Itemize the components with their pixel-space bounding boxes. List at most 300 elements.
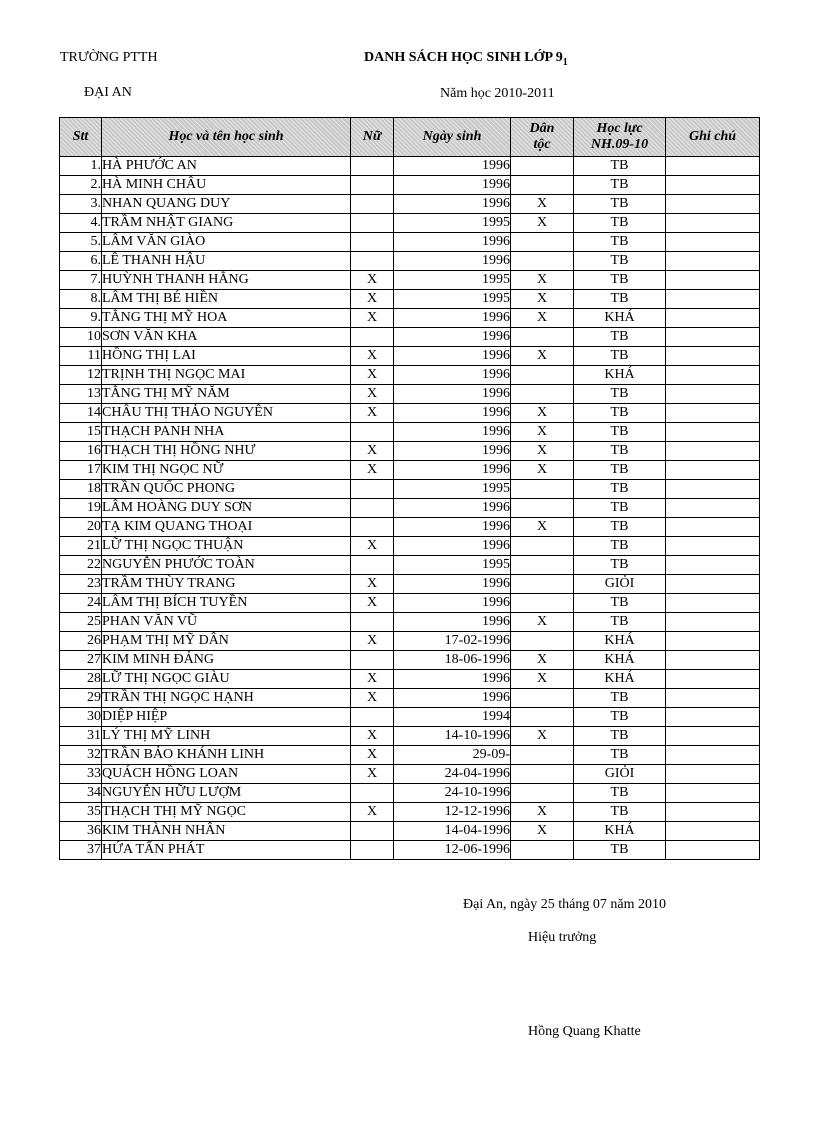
- table-row: [60, 499, 760, 518]
- cell-note: [666, 499, 760, 518]
- cell-student-name: LÂM THỊ BÉ HIỀN: [102, 290, 351, 309]
- cell-ethnic: X: [511, 822, 574, 841]
- cell-birth-date: 1996: [394, 670, 511, 689]
- document-title: [364, 50, 568, 68]
- cell-note: [666, 518, 760, 537]
- cell-academic-level: TB: [574, 556, 666, 575]
- table-row: [60, 689, 760, 708]
- school-name-line1: TRƯỜNG PTTH: [60, 50, 158, 65]
- cell-student-name: NHAN QUANG DUY: [102, 195, 351, 214]
- cell-academic-level: TB: [574, 499, 666, 518]
- cell-stt: 11: [60, 347, 102, 366]
- cell-student-name: NGUYỄN PHƯỚC TOÀN: [102, 556, 351, 575]
- cell-female: [351, 195, 394, 214]
- cell-student-name: TẰNG THỊ MỸ HOA: [102, 309, 351, 328]
- col-header-dantoc-line2: tộc: [533, 137, 551, 152]
- cell-ethnic: [511, 499, 574, 518]
- table-header-row: [60, 118, 760, 157]
- cell-female: X: [351, 575, 394, 594]
- cell-stt: 21: [60, 537, 102, 556]
- cell-academic-level: TB: [574, 784, 666, 803]
- cell-note: [666, 632, 760, 651]
- cell-ethnic: [511, 575, 574, 594]
- cell-stt: 16: [60, 442, 102, 461]
- cell-academic-level: GIỎI: [574, 575, 666, 594]
- school-year: Năm học 2010-2011: [440, 86, 555, 101]
- table-row: [60, 632, 760, 651]
- table-row: [60, 651, 760, 670]
- cell-birth-date: 14-04-1996: [394, 822, 511, 841]
- cell-stt: 19: [60, 499, 102, 518]
- cell-note: [666, 670, 760, 689]
- cell-birth-date: 1996: [394, 423, 511, 442]
- cell-female: X: [351, 404, 394, 423]
- cell-ethnic: [511, 841, 574, 860]
- table-row: [60, 670, 760, 689]
- cell-stt: 36: [60, 822, 102, 841]
- cell-student-name: LÂM HOÀNG DUY SƠN: [102, 499, 351, 518]
- cell-ethnic: X: [511, 670, 574, 689]
- cell-female: [351, 214, 394, 233]
- cell-female: X: [351, 309, 394, 328]
- cell-stt: 29: [60, 689, 102, 708]
- cell-student-name: HỨA TẤN PHÁT: [102, 841, 351, 860]
- cell-female: [351, 499, 394, 518]
- cell-academic-level: TB: [574, 594, 666, 613]
- cell-ethnic: X: [511, 461, 574, 480]
- cell-ethnic: X: [511, 309, 574, 328]
- cell-note: [666, 784, 760, 803]
- cell-birth-date: 1996: [394, 252, 511, 271]
- table-row: [60, 746, 760, 765]
- table-body: [60, 157, 760, 860]
- table-row: [60, 765, 760, 784]
- cell-note: [666, 442, 760, 461]
- table-row: [60, 708, 760, 727]
- cell-female: X: [351, 689, 394, 708]
- cell-academic-level: TB: [574, 480, 666, 499]
- cell-ethnic: [511, 746, 574, 765]
- col-header-stt: Stt: [60, 118, 102, 157]
- cell-student-name: LÝ THỊ MỸ LINH: [102, 727, 351, 746]
- cell-academic-level: TB: [574, 347, 666, 366]
- cell-student-name: TRẦN THỊ NGỌC HẠNH: [102, 689, 351, 708]
- cell-academic-level: KHÁ: [574, 651, 666, 670]
- cell-birth-date: 1996: [394, 309, 511, 328]
- cell-birth-date: 1996: [394, 537, 511, 556]
- table-row: [60, 727, 760, 746]
- cell-note: [666, 727, 760, 746]
- cell-academic-level: TB: [574, 195, 666, 214]
- cell-ethnic: [511, 233, 574, 252]
- cell-ethnic: [511, 157, 574, 176]
- cell-female: [351, 841, 394, 860]
- cell-female: X: [351, 366, 394, 385]
- cell-birth-date: 14-10-1996: [394, 727, 511, 746]
- col-header-hocluc-line1: Học lực: [596, 121, 643, 136]
- cell-student-name: HÀ MINH CHÂU: [102, 176, 351, 195]
- cell-female: [351, 176, 394, 195]
- cell-birth-date: 1996: [394, 499, 511, 518]
- cell-note: [666, 822, 760, 841]
- table-row: [60, 385, 760, 404]
- cell-note: [666, 233, 760, 252]
- cell-academic-level: TB: [574, 271, 666, 290]
- cell-academic-level: GIỎI: [574, 765, 666, 784]
- cell-ethnic: X: [511, 442, 574, 461]
- cell-female: [351, 252, 394, 271]
- table-row: [60, 252, 760, 271]
- cell-birth-date: 24-10-1996: [394, 784, 511, 803]
- table-row: [60, 442, 760, 461]
- cell-note: [666, 423, 760, 442]
- cell-female: X: [351, 765, 394, 784]
- cell-stt: 2.: [60, 176, 102, 195]
- cell-student-name: THẠCH THỊ HỒNG NHƯ: [102, 442, 351, 461]
- cell-student-name: PHẠM THỊ MỸ DÂN: [102, 632, 351, 651]
- cell-academic-level: TB: [574, 518, 666, 537]
- cell-female: X: [351, 746, 394, 765]
- cell-stt: 30: [60, 708, 102, 727]
- cell-student-name: LÂM THỊ BÍCH TUYỀN: [102, 594, 351, 613]
- cell-ethnic: X: [511, 423, 574, 442]
- cell-female: [351, 328, 394, 347]
- col-header-hocluc-line2: NH.09-10: [590, 137, 649, 152]
- cell-birth-date: 1995: [394, 480, 511, 499]
- cell-note: [666, 290, 760, 309]
- cell-birth-date: 1996: [394, 176, 511, 195]
- cell-student-name: NGUYỄN HỮU LƯỢM: [102, 784, 351, 803]
- cell-student-name: LÂM VĂN GIÀO: [102, 233, 351, 252]
- cell-academic-level: TB: [574, 252, 666, 271]
- cell-stt: 28: [60, 670, 102, 689]
- cell-academic-level: TB: [574, 214, 666, 233]
- cell-academic-level: TB: [574, 157, 666, 176]
- cell-birth-date: 1996: [394, 385, 511, 404]
- cell-female: X: [351, 290, 394, 309]
- cell-ethnic: X: [511, 290, 574, 309]
- cell-academic-level: TB: [574, 613, 666, 632]
- cell-birth-date: 1995: [394, 271, 511, 290]
- table-row: [60, 575, 760, 594]
- cell-academic-level: KHÁ: [574, 366, 666, 385]
- table-row: [60, 309, 760, 328]
- cell-female: X: [351, 461, 394, 480]
- cell-academic-level: TB: [574, 841, 666, 860]
- cell-stt: 10: [60, 328, 102, 347]
- cell-female: [351, 651, 394, 670]
- cell-birth-date: 1996: [394, 461, 511, 480]
- table-row: [60, 784, 760, 803]
- cell-stt: 5.: [60, 233, 102, 252]
- cell-academic-level: KHÁ: [574, 632, 666, 651]
- cell-student-name: HUỲNH THANH HẰNG: [102, 271, 351, 290]
- col-header-dob: Ngày sinh: [394, 118, 511, 157]
- table-row: [60, 518, 760, 537]
- cell-birth-date: 1996: [394, 613, 511, 632]
- cell-female: [351, 822, 394, 841]
- cell-female: [351, 784, 394, 803]
- table-row: [60, 556, 760, 575]
- cell-student-name: KIM THỊ NGỌC NỮ: [102, 461, 351, 480]
- cell-student-name: THẠCH PANH NHA: [102, 423, 351, 442]
- cell-note: [666, 841, 760, 860]
- cell-ethnic: X: [511, 518, 574, 537]
- cell-female: [351, 233, 394, 252]
- cell-student-name: TRẦM THÙY TRANG: [102, 575, 351, 594]
- class-number-subscript: 1: [562, 56, 568, 68]
- cell-academic-level: TB: [574, 442, 666, 461]
- cell-ethnic: X: [511, 271, 574, 290]
- cell-birth-date: 1996: [394, 366, 511, 385]
- cell-stt: 14: [60, 404, 102, 423]
- cell-note: [666, 328, 760, 347]
- table-row: [60, 328, 760, 347]
- cell-academic-level: TB: [574, 385, 666, 404]
- cell-stt: 24: [60, 594, 102, 613]
- table-row: [60, 613, 760, 632]
- cell-ethnic: X: [511, 803, 574, 822]
- cell-female: X: [351, 670, 394, 689]
- cell-birth-date: 1995: [394, 290, 511, 309]
- cell-stt: 13: [60, 385, 102, 404]
- cell-note: [666, 157, 760, 176]
- cell-note: [666, 613, 760, 632]
- cell-student-name: LÊ THANH HẬU: [102, 252, 351, 271]
- cell-ethnic: [511, 708, 574, 727]
- cell-female: X: [351, 347, 394, 366]
- cell-birth-date: 1996: [394, 157, 511, 176]
- table-row: [60, 461, 760, 480]
- cell-note: [666, 195, 760, 214]
- table-row: [60, 404, 760, 423]
- cell-note: [666, 214, 760, 233]
- table-row: [60, 803, 760, 822]
- cell-ethnic: [511, 765, 574, 784]
- cell-academic-level: TB: [574, 176, 666, 195]
- cell-academic-level: TB: [574, 328, 666, 347]
- cell-stt: 8.: [60, 290, 102, 309]
- col-header-nu: Nữ: [351, 118, 394, 157]
- cell-birth-date: 1996: [394, 594, 511, 613]
- cell-stt: 3.: [60, 195, 102, 214]
- cell-ethnic: X: [511, 613, 574, 632]
- cell-ethnic: [511, 689, 574, 708]
- cell-ethnic: X: [511, 214, 574, 233]
- cell-female: X: [351, 594, 394, 613]
- cell-student-name: QUÁCH HỒNG LOAN: [102, 765, 351, 784]
- cell-note: [666, 689, 760, 708]
- cell-stt: 17: [60, 461, 102, 480]
- table-row: [60, 271, 760, 290]
- cell-stt: 22: [60, 556, 102, 575]
- cell-student-name: KIM THÀNH NHÂN: [102, 822, 351, 841]
- cell-ethnic: X: [511, 727, 574, 746]
- cell-student-name: LỮ THỊ NGỌC THUẬN: [102, 537, 351, 556]
- cell-academic-level: KHÁ: [574, 822, 666, 841]
- cell-stt: 31: [60, 727, 102, 746]
- cell-student-name: DIỆP HIỆP: [102, 708, 351, 727]
- student-roster-table: [59, 117, 760, 860]
- cell-birth-date: 1995: [394, 556, 511, 575]
- cell-birth-date: 12-12-1996: [394, 803, 511, 822]
- col-header-name: Học và tên học sinh: [102, 118, 351, 157]
- table-row: [60, 594, 760, 613]
- signature-place-date: Đại An, ngày 25 tháng 07 năm 2010: [463, 897, 666, 912]
- cell-stt: 20: [60, 518, 102, 537]
- cell-birth-date: 1996: [394, 195, 511, 214]
- cell-note: [666, 366, 760, 385]
- cell-female: X: [351, 803, 394, 822]
- cell-stt: 1.: [60, 157, 102, 176]
- col-header-dantoc-line1: Dân: [529, 121, 555, 136]
- cell-student-name: TẰNG THỊ MỸ NĂM: [102, 385, 351, 404]
- cell-birth-date: 1996: [394, 442, 511, 461]
- cell-stt: 35: [60, 803, 102, 822]
- cell-female: X: [351, 727, 394, 746]
- cell-birth-date: 18-06-1996: [394, 651, 511, 670]
- cell-stt: 26: [60, 632, 102, 651]
- cell-birth-date: 1996: [394, 233, 511, 252]
- cell-note: [666, 537, 760, 556]
- cell-student-name: SƠN VĂN KHA: [102, 328, 351, 347]
- cell-note: [666, 309, 760, 328]
- cell-student-name: TRẦN BẢO KHÁNH LINH: [102, 746, 351, 765]
- cell-academic-level: TB: [574, 803, 666, 822]
- cell-ethnic: [511, 556, 574, 575]
- table-row: [60, 841, 760, 860]
- cell-birth-date: 1995: [394, 214, 511, 233]
- cell-ethnic: X: [511, 404, 574, 423]
- cell-note: [666, 765, 760, 784]
- cell-ethnic: X: [511, 347, 574, 366]
- cell-student-name: LỮ THỊ NGỌC GIÀU: [102, 670, 351, 689]
- cell-student-name: HÀ PHƯỚC AN: [102, 157, 351, 176]
- cell-student-name: THẠCH THỊ MỸ NGỌC: [102, 803, 351, 822]
- cell-academic-level: TB: [574, 233, 666, 252]
- cell-stt: 33: [60, 765, 102, 784]
- cell-academic-level: TB: [574, 537, 666, 556]
- cell-stt: 25: [60, 613, 102, 632]
- cell-note: [666, 176, 760, 195]
- table-row: [60, 537, 760, 556]
- cell-female: [351, 556, 394, 575]
- cell-female: X: [351, 632, 394, 651]
- cell-academic-level: TB: [574, 746, 666, 765]
- cell-birth-date: 1996: [394, 347, 511, 366]
- cell-stt: 7.: [60, 271, 102, 290]
- cell-student-name: TRẦN QUỐC PHONG: [102, 480, 351, 499]
- cell-note: [666, 575, 760, 594]
- table-row: [60, 347, 760, 366]
- cell-stt: 18: [60, 480, 102, 499]
- cell-ethnic: [511, 176, 574, 195]
- cell-academic-level: TB: [574, 404, 666, 423]
- cell-birth-date: 1996: [394, 689, 511, 708]
- cell-ethnic: [511, 328, 574, 347]
- cell-note: [666, 252, 760, 271]
- cell-ethnic: [511, 366, 574, 385]
- cell-note: [666, 347, 760, 366]
- cell-student-name: TRỊNH THỊ NGỌC MAI: [102, 366, 351, 385]
- col-header-ghichu: Ghi chú: [666, 118, 760, 157]
- table-row: [60, 290, 760, 309]
- table-row: [60, 176, 760, 195]
- cell-note: [666, 803, 760, 822]
- cell-stt: 32: [60, 746, 102, 765]
- cell-birth-date: 29-09-: [394, 746, 511, 765]
- cell-academic-level: KHÁ: [574, 309, 666, 328]
- cell-student-name: PHAN VĂN VŨ: [102, 613, 351, 632]
- cell-note: [666, 708, 760, 727]
- cell-ethnic: [511, 252, 574, 271]
- signer-name: Hồng Quang Khatte: [528, 1024, 641, 1039]
- cell-note: [666, 480, 760, 499]
- cell-academic-level: TB: [574, 708, 666, 727]
- table-row: [60, 366, 760, 385]
- col-header-dantoc: [511, 118, 574, 157]
- cell-female: [351, 708, 394, 727]
- cell-stt: 12: [60, 366, 102, 385]
- cell-birth-date: 1994: [394, 708, 511, 727]
- col-header-hocluc: [574, 118, 666, 157]
- cell-student-name: TẠ KIM QUANG THOẠI: [102, 518, 351, 537]
- table-row: [60, 214, 760, 233]
- cell-stt: 23: [60, 575, 102, 594]
- table-row: [60, 423, 760, 442]
- cell-stt: 4.: [60, 214, 102, 233]
- school-name-line2: ĐẠI AN: [84, 85, 132, 100]
- cell-female: X: [351, 271, 394, 290]
- cell-student-name: HỒNG THỊ LAI: [102, 347, 351, 366]
- table-row: [60, 822, 760, 841]
- cell-note: [666, 594, 760, 613]
- cell-birth-date: 1996: [394, 518, 511, 537]
- cell-note: [666, 746, 760, 765]
- table-row: [60, 233, 760, 252]
- cell-note: [666, 556, 760, 575]
- cell-female: X: [351, 385, 394, 404]
- cell-academic-level: TB: [574, 290, 666, 309]
- cell-ethnic: X: [511, 195, 574, 214]
- cell-female: X: [351, 537, 394, 556]
- cell-student-name: CHÂU THỊ THẢO NGUYÊN: [102, 404, 351, 423]
- cell-stt: 34: [60, 784, 102, 803]
- cell-female: [351, 157, 394, 176]
- cell-ethnic: [511, 537, 574, 556]
- cell-birth-date: 17-02-1996: [394, 632, 511, 651]
- cell-ethnic: X: [511, 651, 574, 670]
- cell-female: [351, 613, 394, 632]
- cell-academic-level: TB: [574, 423, 666, 442]
- cell-note: [666, 271, 760, 290]
- table-row: [60, 195, 760, 214]
- cell-academic-level: TB: [574, 727, 666, 746]
- cell-academic-level: TB: [574, 689, 666, 708]
- cell-note: [666, 651, 760, 670]
- cell-student-name: TRẦM NHẬT GIANG: [102, 214, 351, 233]
- cell-female: [351, 423, 394, 442]
- cell-ethnic: [511, 632, 574, 651]
- cell-birth-date: 12-06-1996: [394, 841, 511, 860]
- cell-ethnic: [511, 385, 574, 404]
- cell-academic-level: KHÁ: [574, 670, 666, 689]
- cell-ethnic: [511, 594, 574, 613]
- cell-note: [666, 404, 760, 423]
- cell-ethnic: [511, 480, 574, 499]
- cell-stt: 27: [60, 651, 102, 670]
- cell-birth-date: 1996: [394, 328, 511, 347]
